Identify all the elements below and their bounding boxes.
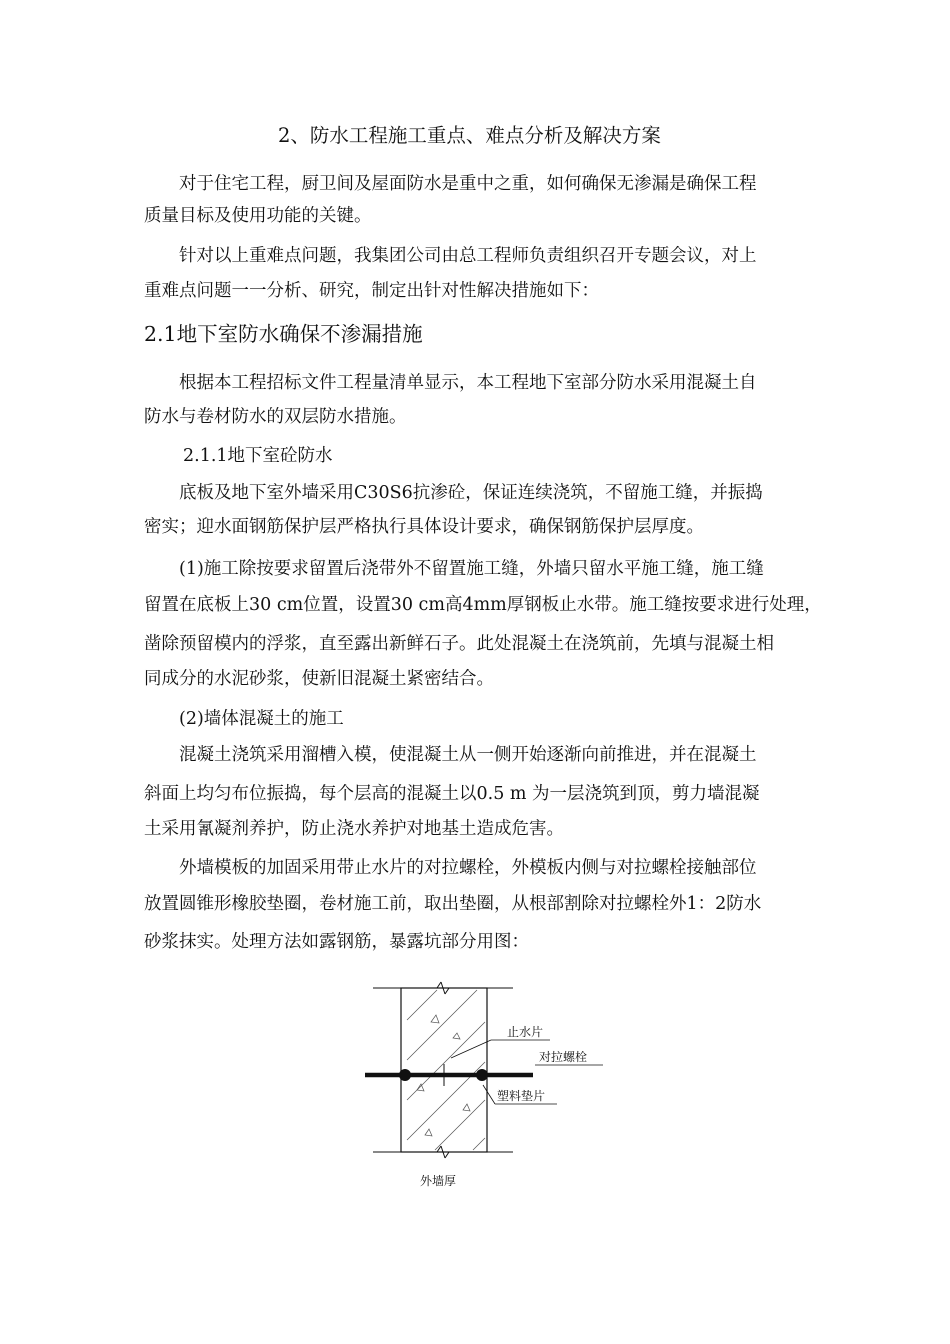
paragraph-line: 质量目标及使用功能的关键。 — [144, 206, 372, 226]
tie-bolt-detail-figure — [355, 980, 615, 1195]
paragraph-line: 对于住宅工程，厨卫间及屋面防水是重中之重，如何确保无渗漏是确保工程 — [179, 174, 757, 194]
paragraph-line: 针对以上重难点问题，我集团公司由总工程师负责组织召开专题会议，对上 — [179, 246, 757, 266]
paragraph-line: 凿除预留模内的浮浆，直至露出新鲜石子。此处混凝土在浇筑前，先填与混凝土相 — [144, 634, 774, 654]
paragraph-line: 同成分的水泥砂浆，使新旧混凝土紧密结合。 — [144, 669, 494, 689]
label-wall-thickness: 外墙厚 — [420, 1174, 457, 1188]
paragraph-line: 外墙模板的加固采用带止水片的对拉螺栓，外模板内侧与对拉螺栓接触部位 — [179, 858, 757, 878]
paragraph-line: 斜面上均匀布位振捣，每个层高的混凝土以0.5 m 为一层浇筑到顶，剪力墙混凝 — [144, 784, 760, 804]
paragraph-line: 土采用氰凝剂养护，防止浇水养护对地基土造成危害。 — [144, 819, 564, 839]
paragraph-line: 底板及地下室外墙采用C30S6抗渗砼，保证连续浇筑，不留施工缝，并振捣 — [179, 483, 763, 503]
paragraph-line: 留置在底板上30 cm位置，设置30 cm高4mm厚钢板止水带。施工缝按要求进行处理， — [144, 595, 822, 615]
label-plastic-pad: 塑料垫片 — [497, 1089, 546, 1103]
paragraph-line: 混凝土浇筑采用溜槽入模，使混凝土从一侧开始逐渐向前推进，并在混凝土 — [179, 745, 757, 765]
label-water-stop: 止水片 — [507, 1025, 544, 1039]
paragraph-line: 密实；迎水面钢筋保护层严格执行具体设计要求，确保钢筋保护层厚度。 — [144, 517, 704, 537]
subsection-heading: 2.1.1地下室砼防水 — [183, 446, 333, 466]
paragraph-line: 根据本工程招标文件工程量清单显示，本工程地下室部分防水采用混凝土自 — [179, 373, 757, 393]
paragraph-line: 防水与卷材防水的双层防水措施。 — [144, 407, 407, 427]
section-heading: 2.1地下室防水确保不渗漏措施 — [144, 322, 423, 346]
paragraph-line: 砂浆抹实。处理方法如露钢筋，暴露坑部分用图： — [144, 932, 529, 952]
item-heading: (2)墙体混凝土的施工 — [179, 709, 344, 729]
page-title: 2、防水工程施工重点、难点分析及解决方案 — [278, 124, 661, 147]
paragraph-line: 放置圆锥形橡胶垫圈，卷材施工前，取出垫圈，从根部割除对拉螺栓外1：2防水 — [144, 894, 762, 914]
label-tie-bolt: 对拉螺栓 — [539, 1050, 588, 1064]
paragraph-line: (1)施工除按要求留置后浇带外不留置施工缝，外墙只留水平施工缝，施工缝 — [179, 559, 764, 579]
paragraph-line: 重难点问题一一分析、研究，制定出针对性解决措施如下： — [144, 281, 599, 301]
